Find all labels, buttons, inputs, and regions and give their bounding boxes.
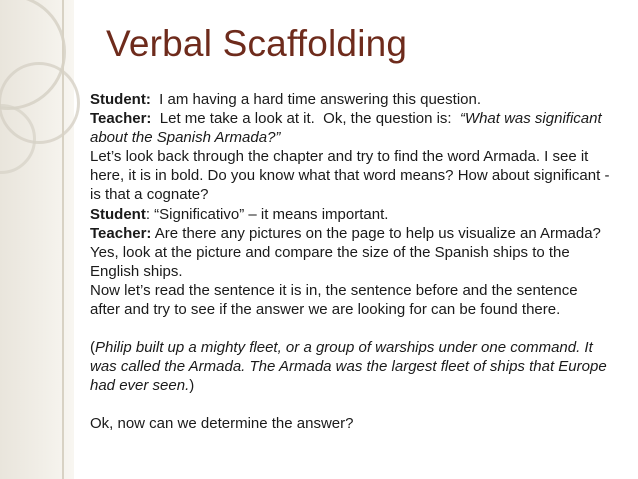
paragraph-spacer	[90, 319, 610, 338]
question-quote: “What was significant about the Spanish Armada?”	[90, 110, 602, 147]
quote-body: Philip built up a mighty fleet, or a group of warships under one command. It was called the Armada. The Armada was the largest fleet of ships that Europe had ever seen.	[90, 339, 607, 395]
dialog-line-teacher-continued: Now let’s read the sentence it is in, the sentence before and the sentence after and try to see if the answer we are looking for can be found there.	[90, 281, 578, 319]
dialog-text: : “Significativo” – it means important.	[145, 205, 389, 223]
slide-body	[90, 90, 610, 434]
dialog-line-teacher	[90, 109, 610, 147]
dialog-line-student	[90, 205, 610, 224]
dialog-text: Are there any pictures on the page to help us visualize an Armada? Yes, look at the picture and compare the size of the Spanish ships to the English ships.	[90, 224, 601, 280]
speaker-label: Teacher:	[90, 224, 152, 242]
speaker-label: Teacher:	[90, 110, 152, 128]
speaker-label: Student:	[90, 91, 151, 108]
quote-paren-open: (	[90, 339, 95, 357]
speaker-label: Student	[90, 205, 146, 223]
textbook-quote	[90, 338, 610, 395]
dialog-text: Let me take a look at it. Ok, the question is:	[151, 110, 460, 128]
decorative-vertical-line	[62, 0, 64, 479]
dialog-text: I am having a hard time answering this question.	[150, 91, 482, 108]
dialog-line-teacher	[90, 224, 610, 281]
slide-title: Verbal Scaffolding	[106, 23, 408, 64]
dialog-line-closing: Ok, now can we determine the answer?	[90, 415, 354, 433]
dialog-line-student	[90, 90, 610, 109]
dialog-line-teacher-continued: Let’s look back through the chapter and try to find the word Armada. I see it here, it is in bold. Do you know what that word means? How about significant - is that a cognate?	[90, 148, 610, 204]
paragraph-spacer	[90, 395, 610, 414]
quote-paren-close: )	[189, 377, 195, 395]
decorative-side-panel	[0, 0, 74, 479]
